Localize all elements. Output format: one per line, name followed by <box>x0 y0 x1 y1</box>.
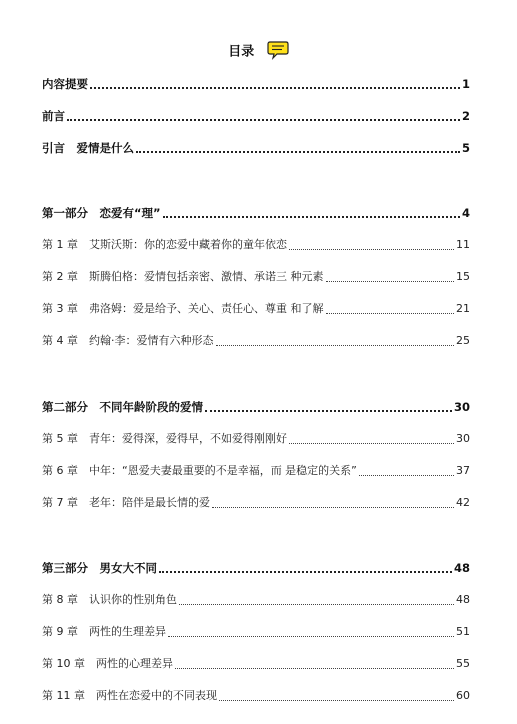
toc-entry[interactable] <box>42 494 470 512</box>
toc-entry-page: 30 <box>453 400 470 414</box>
toc-entry-page: 55 <box>456 657 470 670</box>
toc-entry-title: 第二部分 不同年龄阶段的爱情 <box>42 400 203 414</box>
toc-entry-title: 第 6 章 中年：“恩爱夫妻最重要的不是幸福，而 是稳定的关系” <box>42 464 357 477</box>
toc-entry-title: 第 8 章 认识你的性别角色 <box>42 593 177 606</box>
toc-entry-title: 第 4 章 约翰·李：爱情有六种形态 <box>42 334 214 347</box>
toc-entry[interactable] <box>42 591 470 609</box>
toc-entry-title: 第 3 章 弗洛姆：爱是给予、关心、责任心、尊重 和了解 <box>42 302 324 315</box>
toc-entry-page: 51 <box>456 625 470 638</box>
toc-entry[interactable] <box>42 687 470 705</box>
toc-entry-title: 第 2 章 斯腾伯格：爱情包括亲密、激情、承诺三 种元素 <box>42 270 324 283</box>
toc-entry-page: 60 <box>456 689 470 702</box>
toc-entry[interactable] <box>42 462 470 480</box>
toc-entry-title: 前言 <box>42 109 65 123</box>
toc-entry[interactable] <box>42 236 470 254</box>
dot-leader <box>175 662 454 669</box>
toc-entry-title: 第 10 章 两性的心理差异 <box>42 657 173 670</box>
toc-entry-title: 第一部分 恋爱有“理” <box>42 206 161 220</box>
toc-entry-page: 1 <box>461 77 470 91</box>
toc-entry-page: 21 <box>456 302 470 315</box>
dot-leader <box>159 565 452 573</box>
toc-entry-page: 30 <box>456 432 470 445</box>
toc-entry[interactable] <box>42 139 470 157</box>
toc-entry[interactable] <box>42 75 470 93</box>
toc-entry-title: 第 5 章 青年：爱得深，爱得早，不如爱得刚刚好 <box>42 432 287 445</box>
toc-entry[interactable] <box>42 268 470 286</box>
toc-entry[interactable] <box>42 398 470 416</box>
dot-leader <box>90 81 460 89</box>
toc-entry-title: 第 1 章 艾斯沃斯：你的恋爱中藏着你的童年依恋 <box>42 238 287 251</box>
toc-entry[interactable] <box>42 107 470 125</box>
toc-entry-page: 2 <box>461 109 470 123</box>
dot-leader <box>67 113 460 121</box>
toc-entry-title: 第三部分 男女大不同 <box>42 561 157 575</box>
toc-entry-title: 第 11 章 两性在恋爱中的不同表现 <box>42 689 217 702</box>
toc-entry-page: 15 <box>456 270 470 283</box>
dot-leader <box>326 307 455 314</box>
toc-entry-page: 48 <box>456 593 470 606</box>
dot-leader <box>326 275 455 282</box>
dot-leader <box>163 210 460 218</box>
toc-entry[interactable] <box>42 559 470 577</box>
dot-leader <box>219 694 454 701</box>
toc-entry-page: 42 <box>456 496 470 509</box>
dot-leader <box>289 243 454 250</box>
dot-leader <box>289 437 454 444</box>
dot-leader <box>212 501 454 508</box>
toc-entry[interactable] <box>42 332 470 350</box>
toc-title <box>0 40 517 60</box>
toc-entry[interactable] <box>42 623 470 641</box>
toc-entry-page: 25 <box>456 334 470 347</box>
dot-leader <box>168 630 454 637</box>
toc-entry[interactable] <box>42 430 470 448</box>
toc-entry-title: 第 7 章 老年：陪伴是最长情的爱 <box>42 496 210 509</box>
toc-entry-title: 内容提要 <box>42 77 88 91</box>
toc-entry-page: 48 <box>453 561 470 575</box>
toc-entry-page: 11 <box>456 238 470 251</box>
dot-leader <box>205 404 452 412</box>
toc-entry-page: 37 <box>456 464 470 477</box>
comment-icon <box>267 40 289 60</box>
toc-entry[interactable] <box>42 300 470 318</box>
dot-leader <box>179 598 454 605</box>
toc-entry-title: 第 9 章 两性的生理差异 <box>42 625 166 638</box>
toc-entry[interactable] <box>42 655 470 673</box>
dot-leader <box>136 145 460 153</box>
toc-entry-page: 4 <box>461 206 470 220</box>
toc-entry-title: 引言 爱情是什么 <box>42 141 134 155</box>
dot-leader <box>359 469 454 476</box>
toc-title-label: 目录 <box>228 44 255 60</box>
toc-entry-page: 5 <box>461 141 470 155</box>
dot-leader <box>216 339 455 346</box>
toc-entry[interactable] <box>42 204 470 222</box>
